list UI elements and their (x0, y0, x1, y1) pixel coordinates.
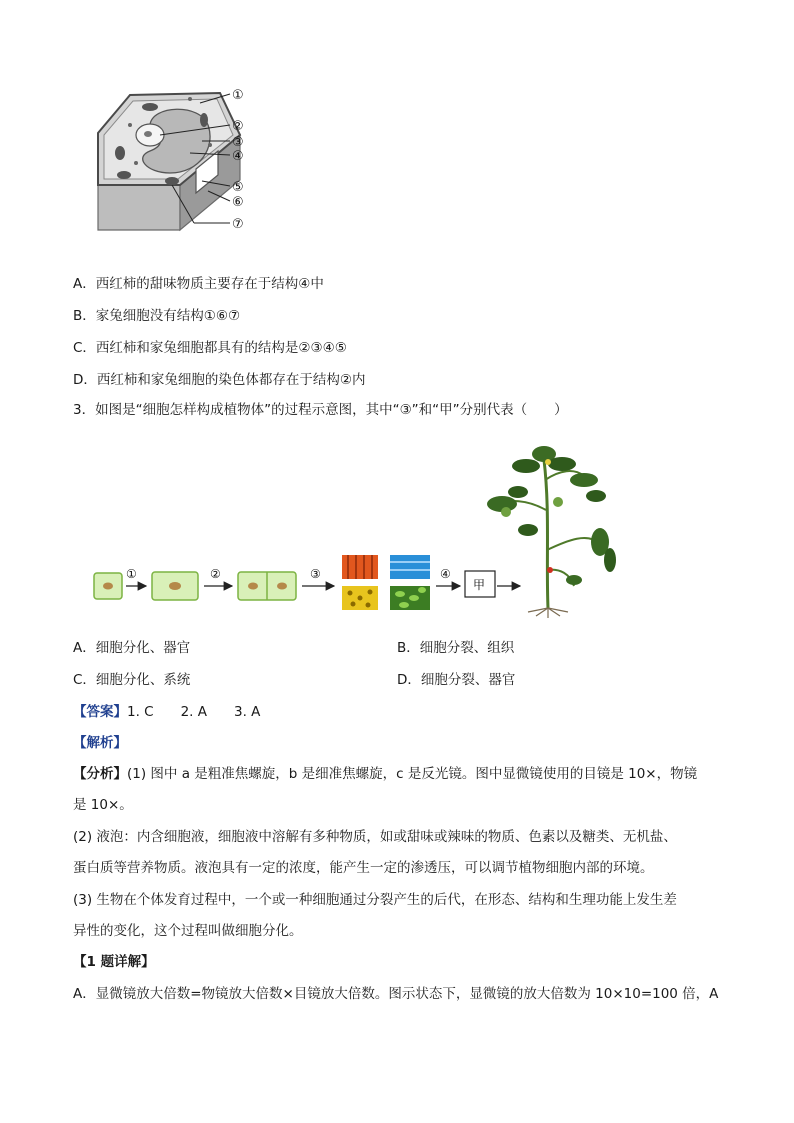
analysis-p1-a (73, 764, 697, 784)
step-label-3: ③ (310, 567, 321, 581)
tissues (342, 555, 430, 610)
step-label-1: ① (126, 567, 137, 581)
analysis-p2-b: 蛋白质等营养物质。液泡具有一定的浓度，能产生一定的渗透压，可以调节植物细胞内部的环境。 (73, 860, 654, 876)
q2-option-b: B．家兔细胞没有结构①⑥⑦ (73, 308, 241, 324)
q2-option-d: D．西红柿和家兔细胞的染色体都存在于结构②内 (73, 372, 366, 388)
cell-label-1: ① (232, 88, 244, 103)
analysis-p1-tag: 【分析】 (73, 766, 127, 782)
q3-option-b: B．细胞分裂、组织 (397, 640, 515, 656)
cell-label-3: ③ (232, 135, 244, 150)
q2-option-a: A．西红柿的甜味物质主要存在于结构④中 (73, 276, 324, 292)
cell-label-4: ④ (232, 149, 244, 164)
analysis-p3-b: 异性的变化，这个过程叫做细胞分化。 (73, 923, 303, 939)
q3-stem: 3．如图是“细胞怎样构成植物体”的过程示意图，其中“③”和“甲”分别代表（ ） (73, 402, 568, 418)
step-label-2: ② (210, 567, 221, 581)
q3-option-d: D．细胞分裂、器官 (397, 672, 516, 688)
answer-text: 1. C 2. A 3. A (127, 704, 261, 720)
analysis-p1-text: (1) 图中 a 是粗准焦螺旋，b 是细准焦螺旋，c 是反光镜。图中显微镜使用的目镜是 10×，物镜 (127, 766, 698, 782)
analysis-p2-a: (2) 液泡：内含细胞液，细胞液中溶解有多种物质，如或甜味或辣味的物质、色素以及糖类、无机盐、 (73, 829, 677, 845)
q3-option-a: A．细胞分化、器官 (73, 640, 191, 656)
analysis-p3-a: (3) 生物在个体发育过程中，一个或一种细胞通过分裂产生的后代，在形态、结构和生理功能上发生差 (73, 892, 677, 908)
cell-label-6: ⑥ (232, 195, 244, 210)
cell-label-7: ⑦ (232, 217, 244, 232)
plant-cell-diagram (90, 85, 260, 235)
tomato-plant (487, 446, 616, 618)
analysis-p1-b: 是 10×。 (73, 797, 133, 813)
box-jia-label: 甲 (473, 578, 486, 592)
detail-tag: 【1 题详解】 (73, 954, 155, 970)
answer-tag: 【答案】 (73, 704, 127, 720)
cell-to-plant-diagram (88, 440, 618, 620)
step-label-4: ④ (440, 567, 451, 581)
answer-line (73, 702, 260, 722)
cell-label-2: ② (232, 119, 244, 134)
q2-option-c: C．西红柿和家兔细胞都具有的结构是②③④⑤ (73, 340, 347, 356)
detail-text: A．显微镜放大倍数=物镜放大倍数×目镜放大倍数。图示状态下，显微镜的放大倍数为 10×10=100 倍，A (73, 986, 719, 1002)
q3-option-c: C．细胞分化、系统 (73, 672, 191, 688)
analysis-tag: 【解析】 (73, 735, 127, 751)
cell-label-5: ⑤ (232, 180, 244, 195)
